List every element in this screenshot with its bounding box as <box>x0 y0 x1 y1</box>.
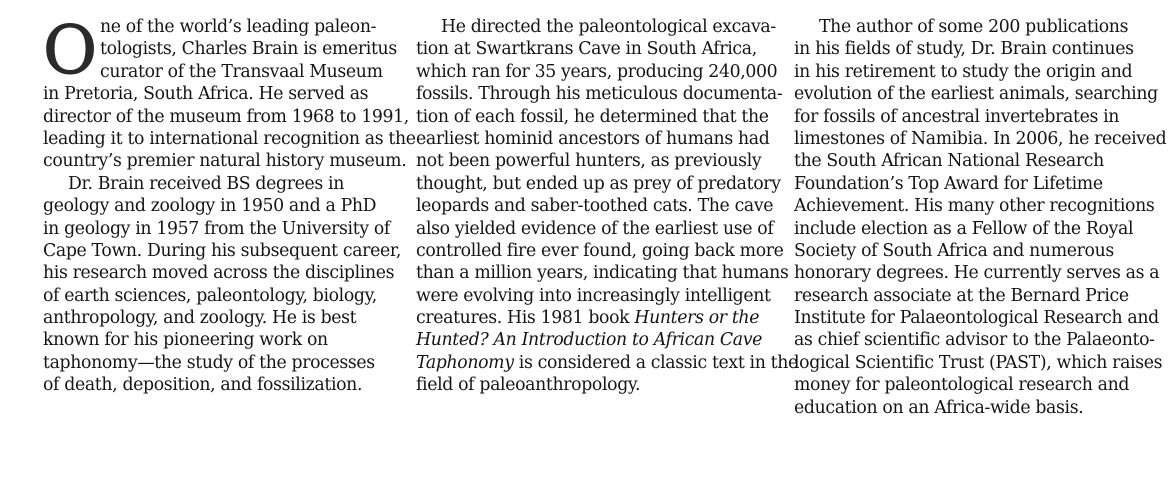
text-column-3 <box>794 16 1167 419</box>
text-line: in geology in 1957 from the University of <box>43 218 390 239</box>
text-line: He directed the paleontological excava- <box>441 17 776 37</box>
text-line: than a million years, indicating that humans <box>416 263 789 284</box>
text-line: fossils. Through his meticulous documenta- <box>416 84 783 105</box>
text-line: of earth sciences, paleontology, biology, <box>43 285 377 306</box>
text-line: Society of South Africa and numerous <box>794 240 1114 261</box>
text-column-1 <box>43 12 416 397</box>
text-line: Achievement. His many other recognitions <box>794 196 1155 217</box>
text-line: leading it to international recognition as the <box>43 128 416 149</box>
text-line: earliest hominid ancestors of humans had <box>416 128 770 149</box>
book-title: Hunted? An Introduction to African Cave <box>416 330 763 351</box>
text-line: geology and zoology in 1950 and a PhD <box>43 196 377 217</box>
text-line <box>416 352 798 374</box>
text-line: The author of some 200 publications <box>819 17 1129 37</box>
text-line: ne of the world’s leading paleon- <box>100 17 377 37</box>
text-line: of death, deposition, and fossilization. <box>43 375 363 396</box>
text-line: which ran for 35 years, producing 240,000 <box>416 61 778 82</box>
text-line: the South African National Research <box>794 151 1104 172</box>
text-line: leopards and saber-toothed cats. The cave <box>416 196 774 217</box>
text-line: in his retirement to study the origin and <box>794 61 1133 82</box>
text-line <box>416 307 771 329</box>
text-line: limestones of Namibia. In 2006, he received <box>794 128 1167 149</box>
text-line: education on an Africa-wide basis. <box>794 397 1084 418</box>
text-line: anthropology, and zoology. He is best <box>43 308 357 329</box>
text-line: field of paleoanthropology. <box>416 375 641 396</box>
text-line: country’s premier natural history museum. <box>43 151 407 172</box>
text-line: were evolving into increasingly intelligent <box>416 285 771 306</box>
text-line: money for paleontological research and <box>794 375 1130 396</box>
text-line: as chief scientific advisor to the Palaeonto- <box>794 330 1155 351</box>
text-line: not been powerful hunters, as previously <box>416 151 762 172</box>
text-line: research associate at the Bernard Price <box>794 285 1129 306</box>
text-column-2 <box>416 16 798 397</box>
text-line: in Pretoria, South Africa. He served as <box>43 84 369 105</box>
text-line: curator of the Transvaal Museum <box>100 61 383 82</box>
text-line: in his fields of study, Dr. Brain continues <box>794 39 1134 60</box>
text-line: also yielded evidence of the earliest use of <box>416 218 774 239</box>
text-line: tologists, Charles Brain is emeritus <box>100 39 397 60</box>
text-line: logical Scientific Trust (PAST), which raises <box>794 352 1163 373</box>
text-fragment: creatures. His 1981 book <box>416 308 635 329</box>
text-line: tion at Swartkrans Cave in South Africa, <box>416 39 757 60</box>
text-line <box>416 329 771 351</box>
text-line: tion of each fossil, he determined that the <box>416 106 769 127</box>
text-line: for fossils of ancestral invertebrates in <box>794 106 1120 127</box>
drop-cap: O <box>43 12 97 89</box>
text-line: Cape Town. During his subsequent career, <box>43 240 401 261</box>
text-line: evolution of the earliest animals, searching <box>794 84 1158 105</box>
text-line: Dr. Brain received BS degrees in <box>68 173 344 194</box>
book-title: Hunters or the <box>634 308 760 329</box>
book-title: Taphonomy <box>416 352 514 373</box>
text-line: his research moved across the disciplines <box>43 263 395 284</box>
text-line: Institute for Palaeontological Research and <box>794 308 1159 329</box>
text-line: thought, but ended up as prey of predatory <box>416 173 781 194</box>
text-line: known for his pioneering work on <box>43 330 328 351</box>
text-line: Foundation’s Top Award for Lifetime <box>794 173 1103 194</box>
text-line: taphonomy—the study of the processes <box>43 352 375 373</box>
text-fragment: is considered a classic text in the <box>518 352 798 373</box>
text-line: controlled fire ever found, going back more <box>416 240 784 261</box>
text-line: honorary degrees. He currently serves as a <box>794 263 1160 284</box>
text-line: include election as a Fellow of the Royal <box>794 218 1134 239</box>
text-line: director of the museum from 1968 to 1991, <box>43 106 409 127</box>
